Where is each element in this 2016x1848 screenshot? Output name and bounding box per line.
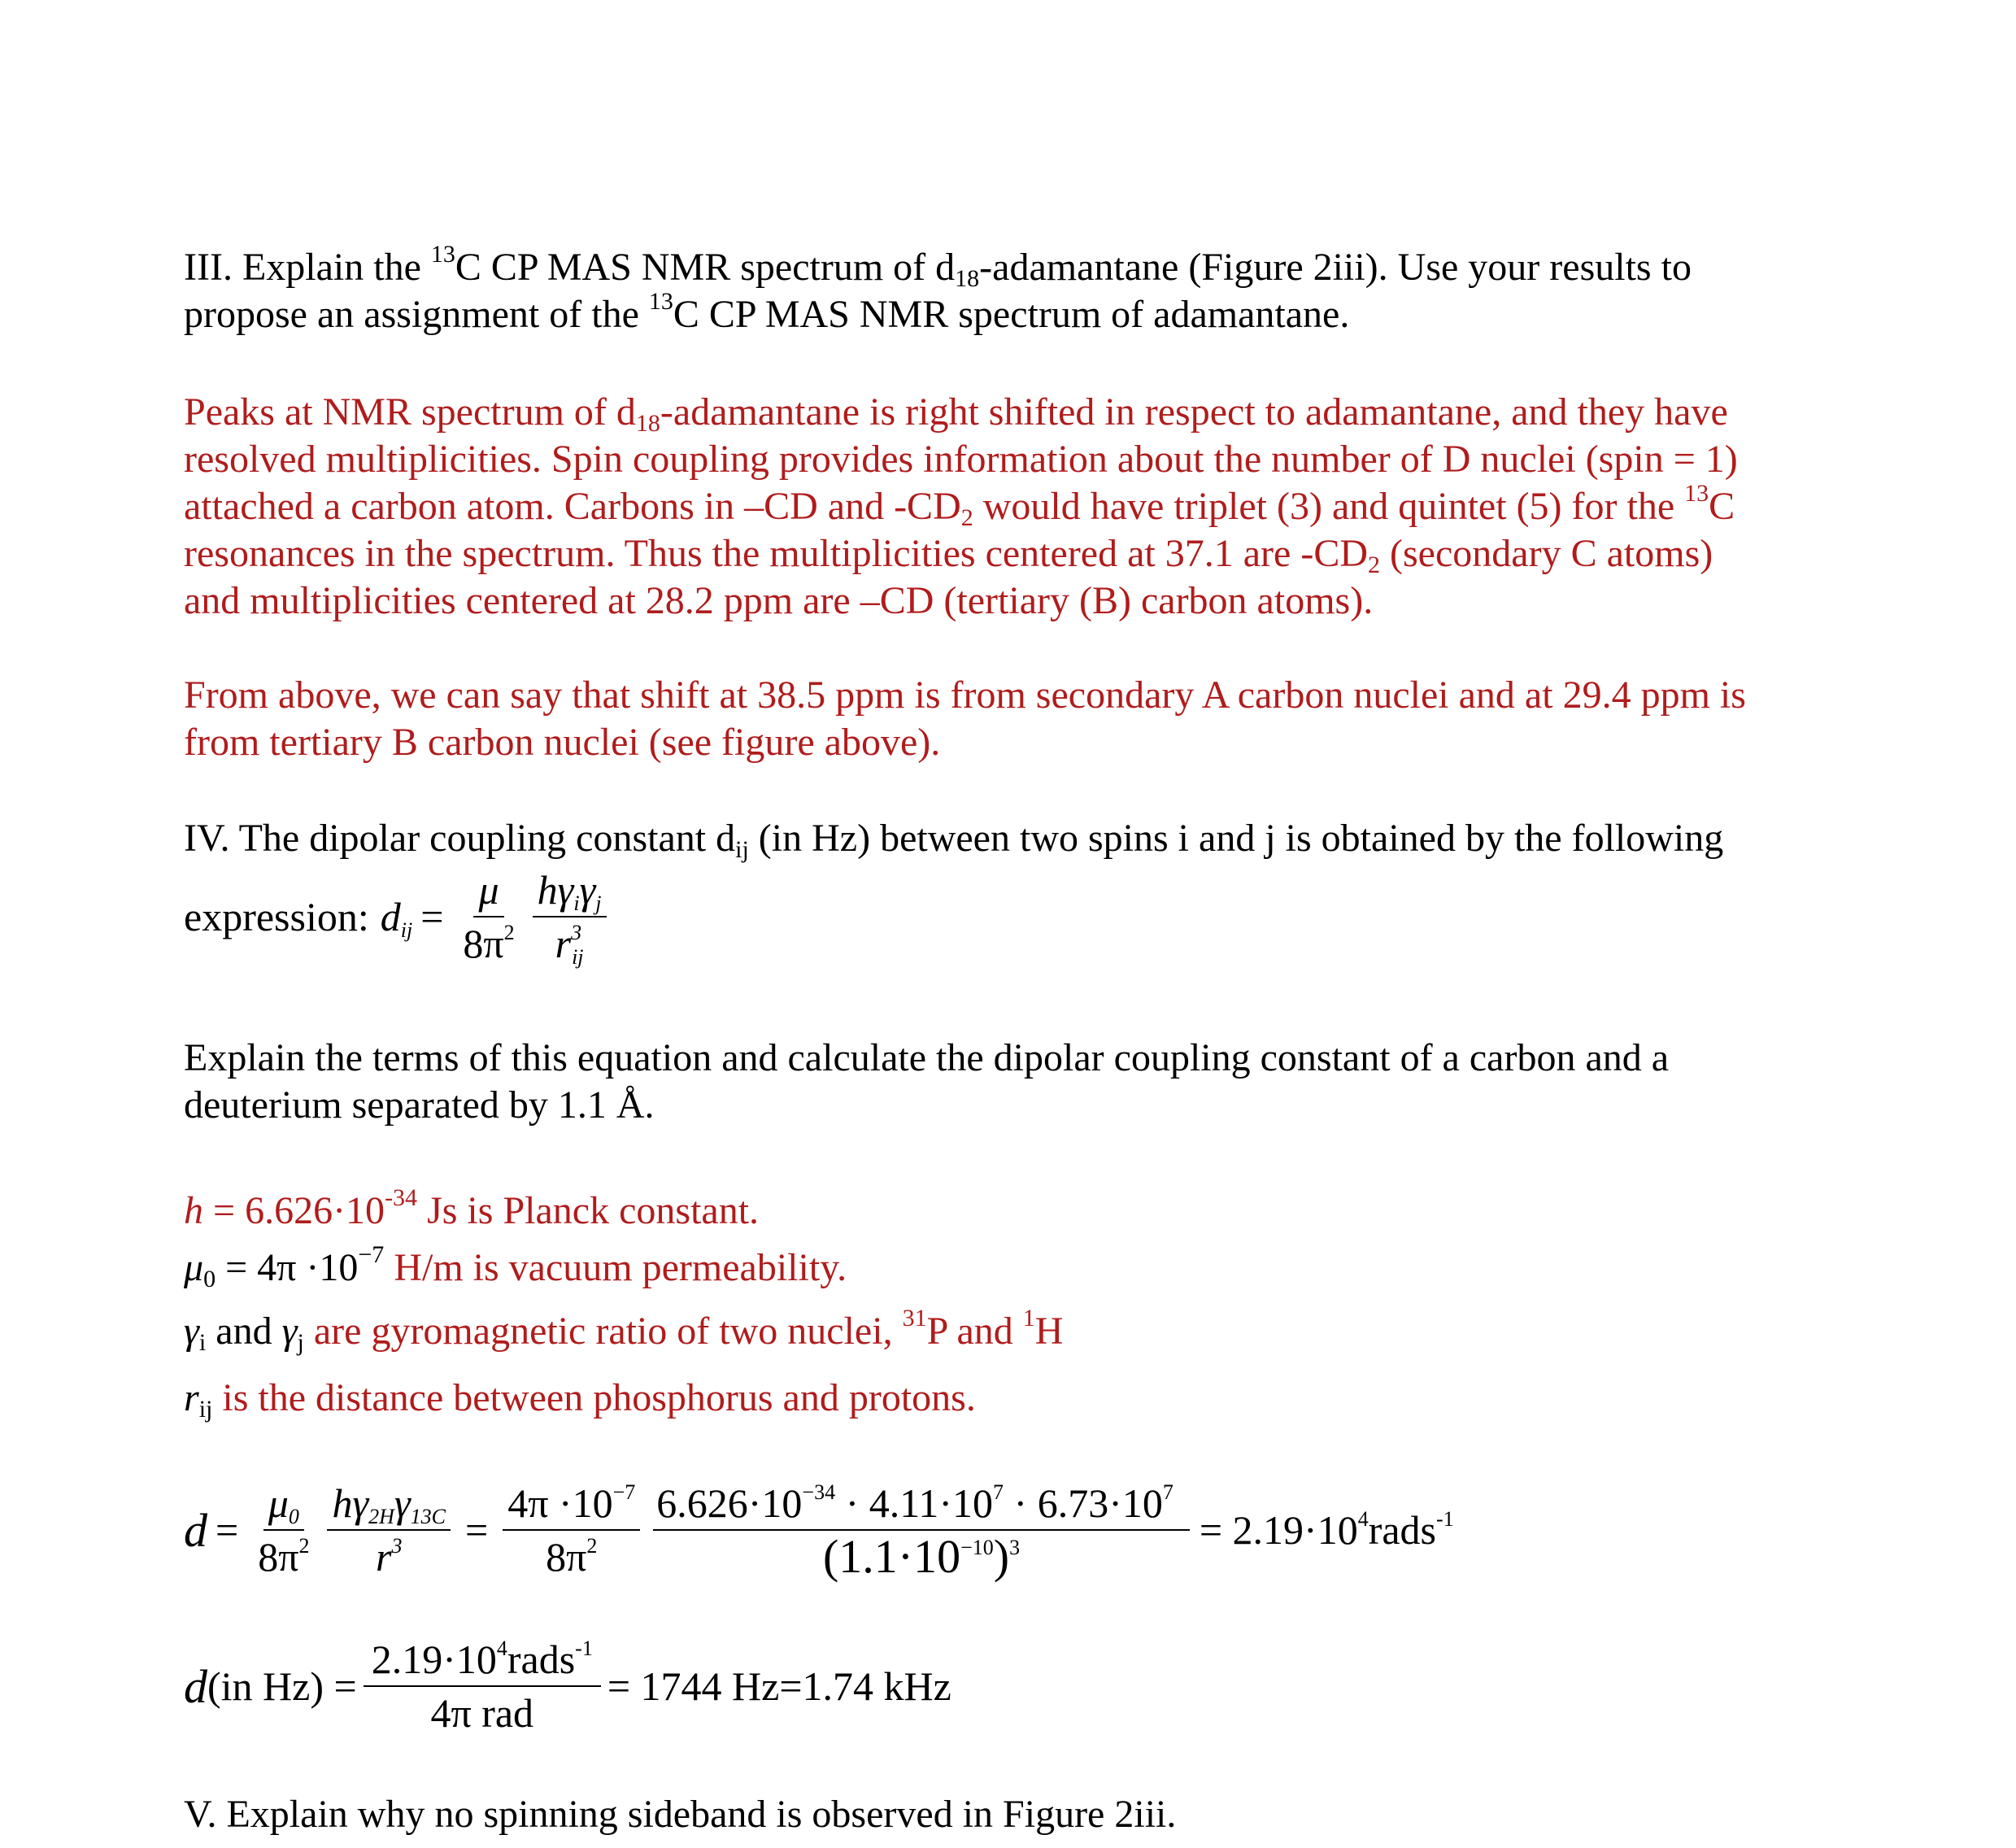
q4-para2-line-2: deuterium separated by 1.1 Å. (184, 1083, 655, 1127)
dipolar-equation: expression: $d_{ij}$ = $\frac{\mu}{8\pi^2}$ $\frac{h\gamma_i\gamma_j}{r^3_{ij}}$ (184, 867, 613, 966)
answer3-line-3: attached a carbon atom. Carbons in –CD and $-CD_2$ would have triplet (3) and quintet (5) for the $^{13}$C (184, 480, 1735, 531)
term-permeability: $\mu_0 = 4\pi \cdot 10^{-7}$ H/m is vacuum permeability. (184, 1241, 847, 1292)
answer3-line-2: resolved multiplicities. Spin coupling provides information about the number of D nuclei (spin = 1) (184, 438, 1738, 481)
calc-frac-hz: $\frac{2.19\cdot 10^4rads^{-1}}{\text{4π rad}}$ (364, 1637, 601, 1736)
calc-frac-values-2: $\frac{6.626\cdot 10^{-34} \cdot 4.11\cdot 10^7 \cdot 6.73\cdot 10^7}{(1.1\cdot 10^{-10})^3}$ (653, 1480, 1190, 1580)
term-planck: $h = 6.626\cdot 10^{-34}$ Js is Planck constant. (184, 1184, 760, 1232)
q4-para2-line-1: Explain the terms of this equation and calculate the dipolar coupling constant of a carbon and a (184, 1036, 1670, 1079)
answer3-para2-line-1: From above, we can say that shift at 38.5 ppm is from secondary A carbon nuclei and at 29.4 ppm is (184, 673, 1746, 717)
calc-equation-1: d = $\frac{\mu_0}{8\pi^2}$ $\frac{h\gamma_{2H}\gamma_{13C}}{r^3}$ = $\frac{4\pi \cdot 10^{-7}}{8\pi^2}$ $\frac{6.626\cdot 10^{-34} \cdot 4.11\cdot 10^7 \cdot 6.73\cdot 10^7}{(1.1\cdot 10^{-10})^3}$ = $2.19\cdot 10^4rads^{-1}$ (184, 1480, 1454, 1583)
calc-equation-hz: d (in Hz) = $\frac{2.19\cdot 10^4rads^{-1}}{\text{4π rad}}$ = 1744 Hz=1.74 kHz (184, 1637, 951, 1736)
hgg-over-r3: $\frac{h\gamma_i\gamma_j}{r^3_{ij}}$ (533, 867, 607, 966)
answer3-line-5: and multiplicities centered at 28.2 ppm are –CD (tertiary (B) carbon atoms). (184, 579, 1374, 622)
answer3-line-1: Peaks at NMR spectrum of $d_{18}$-adamantane is right shifted in respect to adamantane, and they have (184, 390, 1728, 437)
q4-line-1: IV. The dipolar coupling constant $d_{ij}$ (in Hz) between two spins i and j is obtained by the following (184, 817, 1724, 863)
answer3-para2-line-2: from tertiary B carbon nuclei (see figure above). (184, 721, 941, 764)
calc-frac-mu0: $\frac{\mu_0}{8\pi^2}$ (258, 1480, 310, 1580)
q3-line-1: III. Explain the $^{13}$C CP MAS NMR spectrum of $d_{18}$-adamantane (Figure 2iii). Use your results to (184, 241, 1692, 292)
calc-frac-gamma: $\frac{h\gamma_{2H}\gamma_{13C}}{r^3}$ (327, 1480, 451, 1580)
answer3-line-4: resonances in the spectrum. Thus the multiplicities centered at 37.1 are $-CD_2$ (secondary C atoms) (184, 532, 1713, 578)
q3-line-2: propose an assignment of the $^{13}$C CP MAS NMR spectrum of adamantane. (184, 288, 1350, 336)
calc-frac-values-1: $\frac{4\pi \cdot 10^{-7}}{8\pi^2}$ (503, 1480, 640, 1580)
mu-over-8pi2: $\frac{\mu}{8\pi^2}$ (463, 867, 515, 966)
term-gyromagnetic: $\gamma_i$ and $\gamma_j$ are gyromagnetic ratio of two nuclei, $^{31}$P and $^1$H (184, 1305, 1064, 1356)
q5-line: V. Explain why no spinning sideband is observed in Figure 2iii. (184, 1793, 1177, 1836)
term-distance: $r_{ij}$ is the distance between phosphorus and protons. (184, 1376, 976, 1423)
